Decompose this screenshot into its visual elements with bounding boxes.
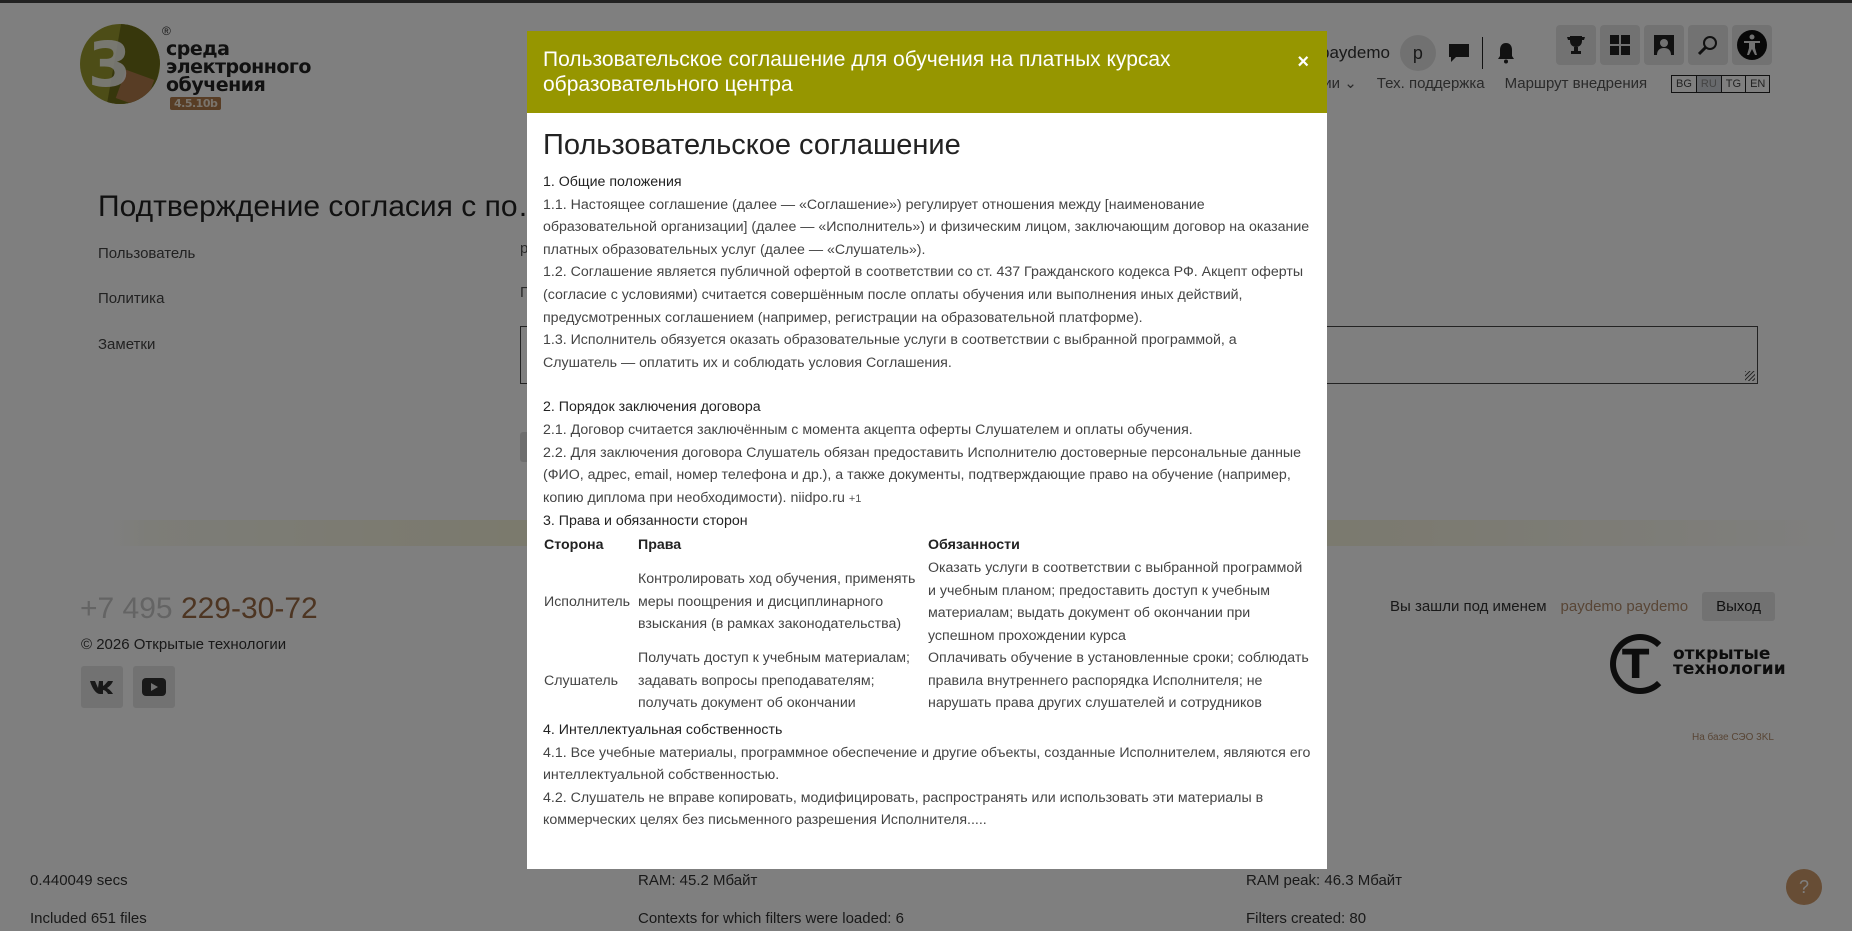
section-title: 1. Общие положения [543,174,682,190]
clause: 4.1. Все учебные материалы, программное обеспечение и другие объекты, созданные Исполнителем, являются его интеллектуальной собственностью. [543,744,1311,784]
clause: 1.1. Настоящее соглашение (далее — «Соглашение») регулирует отношения между [наименование образовательной организации] (далее — «Исполнитель») и физическим лицом, заключающим договор на оказание платных образовательных услуг (далее — «Слушатель»). [543,196,1310,258]
rights-table [543,533,1311,715]
clause: 4.2. Слушатель не вправе копировать, модифицировать, распространять или использовать эти материалы в коммерческих целях без письменного разрешения Исполнителя..... [543,789,1264,829]
modal-title: Пользовательское соглашение для обучения на платных курсах образовательного центра [543,48,1171,96]
agreement-modal [527,31,1327,869]
table-header: Обязанности [928,536,1020,553]
modal-body[interactable] [527,113,1327,832]
table-header: Права [638,536,682,553]
agreement-heading: Пользовательское соглашение [543,129,961,161]
table-header: Сторона [544,536,604,553]
table-row: Исполнитель Контролировать ход обучения, применять меры поощрения и дисциплинарного взыскания (в рамках законодательства) Оказать услуги в соответствии с выбранной программой и учебным планом; предоставить доступ к учебным материалам; выдать документ об окончании при успешном прохождении курса [544,559,1303,644]
section-title: 4. Интеллектуальная собственность [543,722,783,739]
table-row: Слушатель Получать доступ к учебным материалам; задавать вопросы преподавателям; получать документ об окончании Оплачивать обучение в установленные сроки; соблюдать правила внутреннего распорядка Исполнителя; не нарушать права других слушателей и сотрудников [544,650,1309,712]
clause: 2.1. Договор считается заключённым с момента акцепта оферты Слушателем и оплаты обучения. [543,421,1193,438]
source-badge[interactable]: +1 [848,492,862,505]
section-title: 3. Права и обязанности сторон [543,513,748,530]
modal-header [527,31,1327,113]
section-title: 2. Порядок заключения договора [543,399,761,416]
clause: 1.3. Исполнитель обязуется оказать образовательные услуги в соответствии с выбранной программой, а Слушатель — оплатить их и соблюдать условия Соглашения. [543,332,1237,371]
close-icon[interactable]: × [1297,51,1309,73]
clause: 2.2. Для заключения договора Слушатель обязан предоставить Исполнителю достоверные персональные данные (ФИО, адрес, email, номер телефона и др.), а также документы, подтверждающие право на обучение (например, копию диплома при необходимости). niidpo.ru +1 [543,444,1302,506]
clause: 1.2. Соглашение является публичной офертой в соответствии со ст. 437 Гражданского кодекса РФ. Акцепт оферты (согласие с условиями) считается совершённым после оплаты обучения или выполнения иных действий, предусмотренных соглашением (например, регистрации на образовательной платформе). [543,264,1304,326]
